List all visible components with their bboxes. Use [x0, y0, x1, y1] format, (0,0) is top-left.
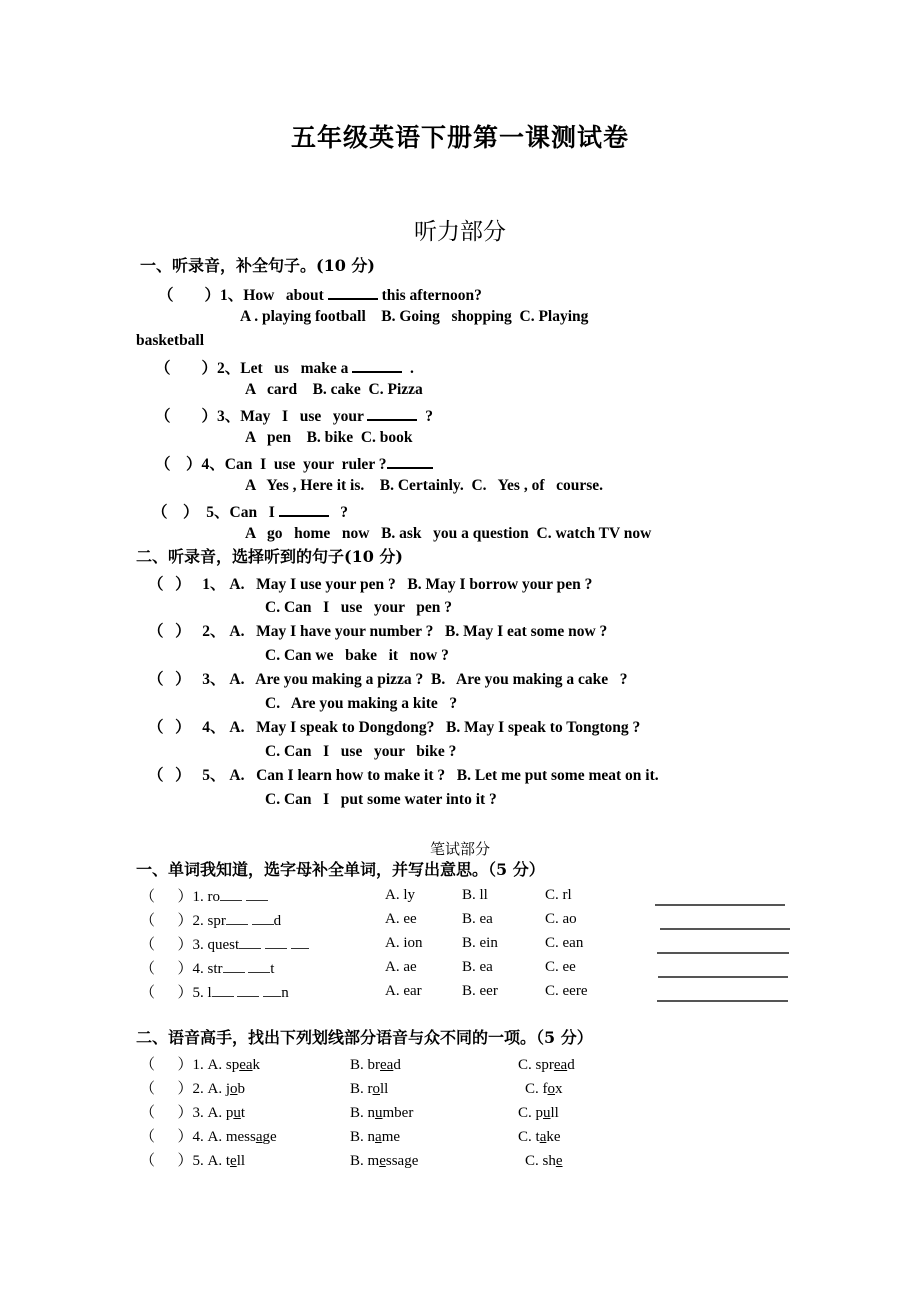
word-row-3-marker[interactable]	[140, 936, 309, 953]
listening-s1-q5-stem	[152, 502, 348, 521]
answer-bracket[interactable]: （ ）	[155, 360, 218, 378]
answer-bracket[interactable]: （ ）	[148, 719, 191, 736]
fill-blank[interactable]	[367, 406, 417, 421]
phonetics-row-1-option-b[interactable]: B. bread	[350, 1057, 401, 1073]
listening-s2-q4-line1	[148, 720, 640, 736]
listening-section2-heading: 二、听录音，选择听到的句子(10 分)	[136, 547, 403, 566]
phonetics-row-3-marker[interactable]	[140, 1106, 245, 1121]
options-a-b[interactable]: A. Are you making a pizza ? B. Are you making a cake ?	[229, 671, 628, 688]
fill-blank[interactable]	[387, 454, 433, 469]
fill-blank[interactable]	[279, 502, 329, 517]
row-number: 2.	[192, 913, 204, 929]
options-a-b[interactable]: A. May I speak to Dongdong? B. May I speak to Tongtong ?	[229, 719, 641, 736]
listening-part-heading: 听力部分	[414, 219, 506, 245]
listening-s2-q5-line2[interactable]: C. Can I put some water into it ?	[265, 791, 497, 808]
answer-bracket[interactable]: （ ）	[140, 985, 193, 1001]
row-number: 3.	[192, 937, 204, 953]
listening-s1-q5-options[interactable]: A go home now B. ask you a question C. watch TV now	[245, 525, 652, 542]
row-number: 1.	[192, 1057, 204, 1073]
phonetics-row-2-marker[interactable]	[140, 1082, 245, 1097]
letter-blank[interactable]	[246, 888, 268, 901]
answer-bracket[interactable]: （ ）	[155, 408, 218, 426]
word-row-2-option-c[interactable]: C. ao	[545, 911, 577, 927]
listening-s1-q2-stem	[155, 358, 414, 377]
underlined-phoneme: o	[547, 1081, 556, 1097]
answer-bracket[interactable]: （ ）	[148, 767, 191, 784]
word-row-3-option-c[interactable]: C. ean	[545, 935, 584, 951]
underlined-phoneme: u	[375, 1105, 383, 1121]
options-a-b[interactable]: A. May I use your pen ? B. May I borrow your pen ?	[229, 576, 593, 593]
underlined-phoneme: e	[555, 1153, 563, 1169]
written-section1-heading: 一、单词我知道，选字母补全单词，并写出意思。（5 分）	[136, 860, 545, 879]
word-row-2-answer-line[interactable]	[660, 928, 790, 930]
listening-s1-q1-overflow: basketball	[136, 332, 205, 349]
phonetics-row-1-option-c[interactable]: C. spread	[518, 1057, 575, 1073]
answer-bracket[interactable]: （ ）	[148, 671, 191, 688]
phonetics-option-a[interactable]: A. put	[207, 1105, 246, 1121]
answer-bracket[interactable]: （ ）	[140, 1129, 193, 1145]
letter-blank[interactable]	[263, 984, 281, 997]
underlined-phoneme: a	[375, 1129, 382, 1145]
fill-blank[interactable]	[352, 358, 402, 373]
phonetics-option-a[interactable]: A. speak	[207, 1057, 261, 1073]
underlined-phoneme: a	[255, 1129, 263, 1145]
page-title: 五年级英语下册第一课测试卷	[290, 123, 629, 152]
answer-bracket[interactable]: （ ）	[148, 576, 191, 593]
row-number: 5.	[192, 985, 204, 1001]
stem-before: Can I use your ruler ?	[224, 456, 387, 474]
answer-bracket[interactable]: （ ）	[140, 1057, 193, 1073]
word-row-1-marker[interactable]	[140, 888, 268, 905]
answer-bracket[interactable]: （ ）	[140, 1081, 193, 1097]
row-number: 1.	[192, 889, 204, 905]
letter-blank[interactable]	[226, 912, 248, 925]
written-part-heading: 笔试部分	[429, 840, 490, 858]
word-row-5-answer-line[interactable]	[657, 1000, 788, 1002]
phonetics-row-2-option-c[interactable]: C. fox	[525, 1081, 563, 1097]
fill-blank[interactable]	[328, 285, 378, 300]
phonetics-row-4-marker[interactable]	[140, 1130, 277, 1145]
listening-s2-q4-line2[interactable]: C. Can I use your bike ?	[265, 743, 457, 760]
word-row-4-answer-line[interactable]	[658, 976, 788, 978]
underlined-phoneme: o	[230, 1081, 238, 1097]
word-row-5-option-a[interactable]: A. ear	[385, 983, 422, 999]
listening-s2-q3-line1	[148, 672, 628, 688]
options-a-b[interactable]: A. May I have your number ? B. May I eat some now ?	[229, 623, 608, 640]
underlined-phoneme: e	[379, 1153, 386, 1169]
listening-s2-q5-line1	[148, 768, 659, 784]
letter-blank[interactable]	[252, 912, 274, 925]
word-row-4-option-b[interactable]: B. ea	[462, 959, 493, 975]
listening-s1-q4-stem	[155, 454, 433, 473]
question-number: 3、	[202, 671, 226, 688]
answer-bracket[interactable]: （ ）	[152, 504, 199, 522]
word-row-3-option-b[interactable]: B. ein	[462, 935, 498, 951]
underlined-phoneme: a	[539, 1129, 547, 1145]
listening-s1-q3-options[interactable]: A pen B. bike C. book	[245, 429, 413, 446]
letter-blank[interactable]	[237, 984, 259, 997]
word-row-1-option-c[interactable]: C. rl	[545, 887, 572, 903]
word-row-2-option-a[interactable]: A. ee	[385, 911, 417, 927]
listening-s1-q3-stem	[155, 406, 433, 425]
question-number: 5、	[206, 504, 230, 522]
question-number: 5、	[202, 767, 226, 784]
letter-blank[interactable]	[212, 984, 234, 997]
question-number: 1、	[220, 287, 244, 305]
answer-bracket[interactable]: （ ）	[148, 623, 191, 640]
letter-blank[interactable]	[265, 936, 287, 949]
stem-before: How about	[243, 287, 328, 305]
row-number: 5.	[192, 1153, 204, 1169]
answer-bracket[interactable]: （ ）	[140, 1105, 193, 1121]
underlined-phoneme: u	[543, 1105, 551, 1121]
phonetics-row-3-option-b[interactable]: B. number	[350, 1105, 414, 1121]
written-section2-heading: 二、语音高手，找出下列划线部分语音与众不同的一项。（5 分）	[136, 1028, 593, 1047]
letter-blank[interactable]	[239, 936, 261, 949]
stem-before: Let us make a	[240, 360, 353, 378]
question-number: 3、	[217, 408, 241, 426]
word-row-4-marker[interactable]	[140, 960, 274, 977]
word-prefix: l	[207, 985, 212, 1001]
listening-s2-q1-line1	[148, 577, 592, 593]
word-row-1-answer-line[interactable]	[655, 904, 785, 906]
phonetics-option-a[interactable]: A. message	[207, 1129, 277, 1145]
stem-before: Can I	[229, 504, 279, 522]
question-number: 2、	[217, 360, 241, 378]
letter-blank[interactable]	[220, 888, 242, 901]
listening-s1-q1-options[interactable]: A . playing football B. Going shopping C. Playing	[240, 308, 589, 325]
word-row-5-option-b[interactable]: B. eer	[462, 983, 498, 999]
row-number: 4.	[192, 961, 204, 977]
phonetics-row-1-marker[interactable]	[140, 1058, 260, 1073]
letter-blank[interactable]	[291, 936, 309, 949]
underlined-phoneme: u	[233, 1105, 241, 1121]
stem-before: May I use your	[240, 408, 368, 426]
answer-bracket[interactable]: （ ）	[140, 1153, 193, 1169]
word-suffix: t	[270, 961, 275, 977]
word-row-2-marker[interactable]	[140, 912, 281, 929]
phonetics-row-4-option-c[interactable]: C. take	[518, 1129, 561, 1145]
underlined-phoneme: e	[230, 1153, 237, 1169]
word-suffix: n	[281, 985, 289, 1001]
options-a-b[interactable]: A. Can I learn how to make it ? B. Let me put some meat on it.	[229, 767, 659, 784]
row-number: 4.	[192, 1129, 204, 1145]
underlined-phoneme: ea	[380, 1057, 394, 1073]
phonetics-row-3-option-c[interactable]: C. pull	[518, 1105, 559, 1121]
answer-bracket[interactable]: （ ）	[140, 937, 193, 953]
answer-bracket[interactable]: （ ）	[140, 889, 193, 905]
letter-blank[interactable]	[248, 960, 270, 973]
phonetics-option-a[interactable]: A. tell	[207, 1153, 246, 1169]
word-row-2-option-b[interactable]: B. ea	[462, 911, 493, 927]
answer-bracket[interactable]: （ ）	[140, 961, 193, 977]
phonetics-row-5-option-c[interactable]: C. she	[525, 1153, 563, 1169]
answer-bracket[interactable]: （ ）	[140, 913, 193, 929]
phonetics-row-2-option-b[interactable]: B. roll	[350, 1081, 389, 1097]
phonetics-row-5-option-b[interactable]: B. message	[350, 1153, 419, 1169]
stem-after: this afternoon?	[377, 287, 482, 305]
word-prefix: quest	[207, 937, 240, 953]
listening-s2-q2-line1	[148, 624, 607, 640]
listening-section1-heading: 一、听录音，补全句子。(10 分)	[140, 256, 375, 275]
answer-bracket[interactable]: （ ）	[155, 456, 202, 474]
word-row-4-option-c[interactable]: C. ee	[545, 959, 576, 975]
stem-after: .	[402, 360, 414, 378]
question-number: 1、	[202, 576, 226, 593]
row-number: 3.	[192, 1105, 204, 1121]
word-row-5-marker[interactable]	[140, 984, 289, 1001]
word-row-3-option-a[interactable]: A. ion	[385, 935, 423, 951]
stem-after: ?	[417, 408, 433, 426]
word-prefix: ro	[207, 889, 221, 905]
underlined-phoneme: ea	[239, 1057, 253, 1073]
letter-blank[interactable]	[223, 960, 245, 973]
phonetics-option-a[interactable]: A. job	[207, 1081, 246, 1097]
word-prefix: spr	[207, 913, 226, 929]
word-prefix: str	[207, 961, 223, 977]
question-number: 2、	[202, 623, 226, 640]
question-number: 4、	[201, 456, 225, 474]
listening-s2-q1-line2[interactable]: C. Can I use your pen ?	[265, 599, 453, 616]
phonetics-row-5-marker[interactable]	[140, 1154, 245, 1169]
phonetics-row-4-option-b[interactable]: B. name	[350, 1129, 401, 1145]
word-row-1-option-b[interactable]: B. ll	[462, 887, 488, 903]
word-row-5-option-c[interactable]: C. eere	[545, 983, 588, 999]
word-row-1-option-a[interactable]: A. ly	[385, 887, 415, 903]
word-suffix: d	[273, 913, 282, 929]
listening-s1-q1-stem	[158, 285, 482, 304]
listening-s1-q4-options[interactable]: A Yes , Here it is. B. Certainly. C. Yes , of course.	[245, 477, 604, 494]
answer-bracket[interactable]: （ ）	[158, 287, 221, 305]
underlined-phoneme: o	[372, 1081, 381, 1097]
word-row-3-answer-line[interactable]	[657, 952, 789, 954]
question-number: 4、	[202, 719, 226, 736]
row-number: 2.	[192, 1081, 204, 1097]
stem-after: ?	[328, 504, 349, 522]
underlined-phoneme: ea	[553, 1057, 568, 1073]
listening-s1-q2-options[interactable]: A card B. cake C. Pizza	[245, 381, 423, 398]
listening-s2-q2-line2[interactable]: C. Can we bake it now ?	[265, 647, 449, 664]
word-row-4-option-a[interactable]: A. ae	[385, 959, 417, 975]
listening-s2-q3-line2[interactable]: C. Are you making a kite ?	[265, 695, 458, 712]
